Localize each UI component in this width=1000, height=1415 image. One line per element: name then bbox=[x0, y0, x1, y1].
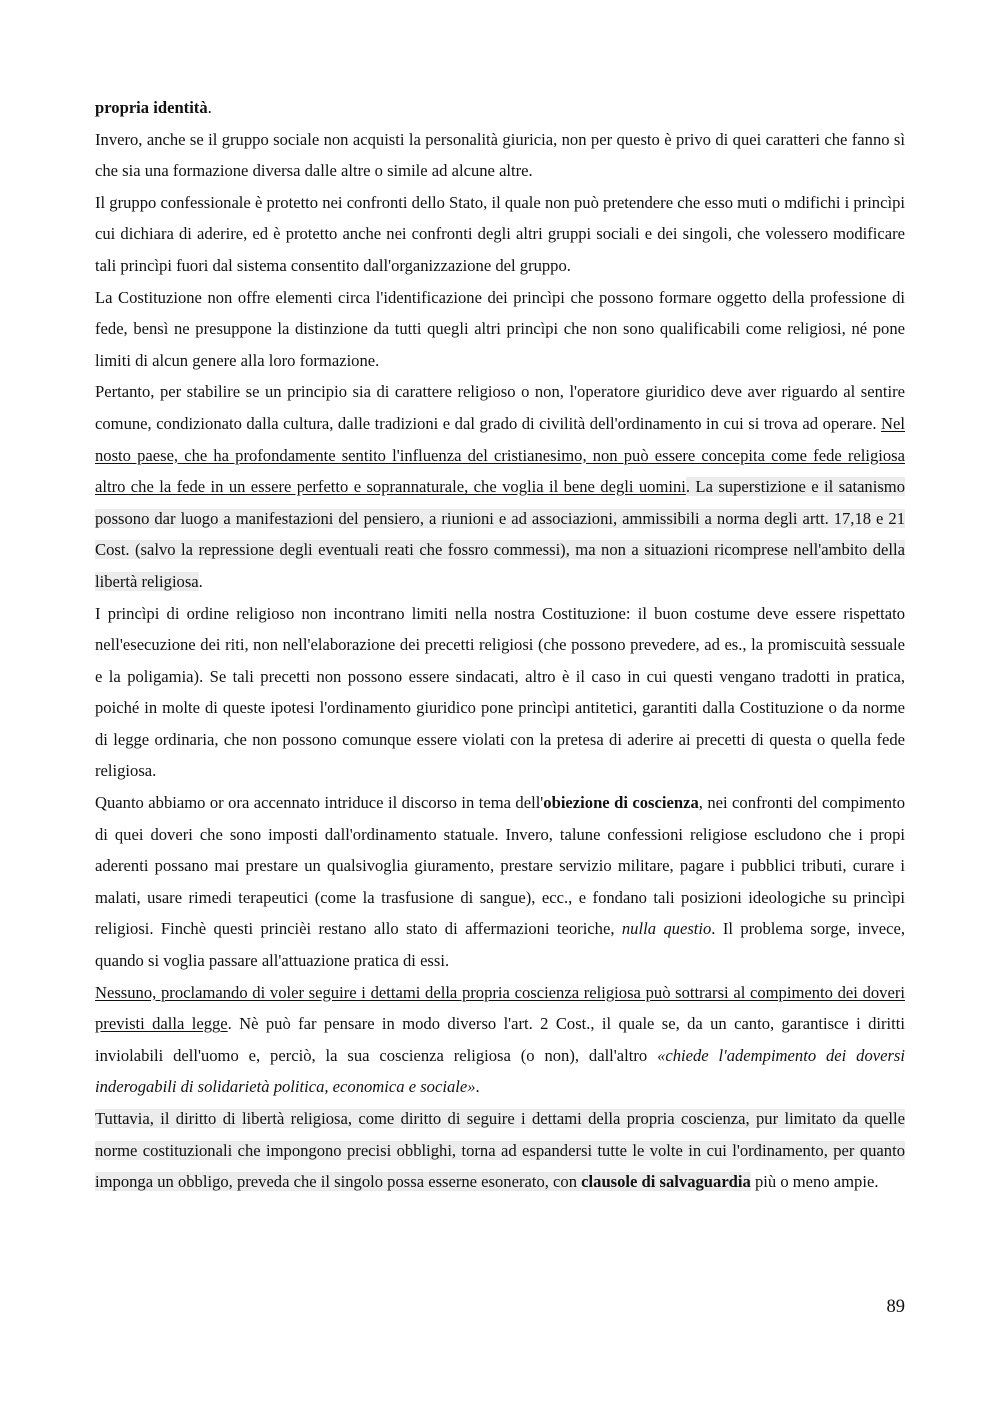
paragraph-2: Invero, anche se il gruppo sociale non acquisti la personalità giuricia, non per questo è privo di quei caratteri che fanno sì che sia una formazione diversa dalle altre o simile ad alcune altre. bbox=[95, 129, 905, 181]
paragraph-5-tail: . bbox=[198, 571, 203, 591]
paragraph-9-tail: più o meno ampie. bbox=[750, 1172, 879, 1192]
paragraph-8-tail: . bbox=[475, 1077, 480, 1097]
paragraph-8-middle: . Nè può far pensare in modo diverso l'art. 2 Cost., il quale se, da un canto, garantisce i diritti inviolabili dell'uomo e, perciò, la sua coscienza religiosa (o non), dall'altro bbox=[95, 1014, 905, 1065]
paragraph-1 bbox=[95, 92, 905, 124]
paragraph-9 bbox=[95, 1103, 905, 1198]
paragraph-7-lead: Quanto abbiamo or ora accennato intriduce il discorso in tema dell' bbox=[95, 793, 544, 813]
bold-term-propria-identita: propria identità bbox=[95, 98, 208, 117]
italic-quote-art-2: «chiede l'adempimento dei doversi inderogabili di solidarietà politica, economica e sociale» bbox=[95, 1045, 905, 1097]
paragraph-9-lead: Tuttavia, il diritto di libertà religiosa, come diritto di seguire i dettami della propria coscienza, pur limitato da quelle norme costituzionali che impongono precisi obblighi, torna ad espandersi tutte le volte in cui l'ordinamento, per quanto imponga un obbligo, preveda che il singolo possa esserne esonerato, con bbox=[95, 1109, 905, 1192]
paragraph-5 bbox=[95, 376, 905, 597]
paragraph-7 bbox=[95, 787, 905, 977]
paragraph-7-tail: . Il problema sorge, invece, quando si voglia passare all'attuazione pratica di essi. bbox=[95, 919, 905, 971]
paragraph-7-middle: , nei confronti del compimento di quei doveri che sono imposti dall'ordinamento statuale. Invero, talune confessioni religiose escludono che i propi aderenti possano mai prestare un qualsivoglia giuramento, prestare servizio militare, pagare i pubblici tributi, curare i malati, usare rimedi terapeutici (come la trasfusione di sangue), ecc., e fondano tali posizioni ideologiche su princìpi religiosi. Finchè questi princièi restano allo stato di affermazioni teoriche, bbox=[95, 793, 905, 939]
paragraph-8 bbox=[95, 977, 905, 1103]
bold-term-obiezione-di-coscienza: obiezione di coscienza bbox=[543, 793, 699, 813]
bold-term-clausole-di-salvaguardia: clausole di salvaguardia bbox=[581, 1172, 751, 1192]
underlined-passage-nessuno: Nessuno, proclamando di voler seguire i dettami della propria coscienza religiosa può sottrarsi al compimento dei doveri previsti dalla legge bbox=[95, 982, 905, 1034]
paragraph-1-tail: . bbox=[207, 98, 212, 117]
paragraph-4: La Costituzione non offre elementi circa l'identificazione dei princìpi che possono formare oggetto della professione di fede, bensì ne presuppone la distinzione da tutti quegli altri princìpi che non sono qualificabili come religiosi, né pone limiti di alcun genere alla loro formazione. bbox=[95, 287, 905, 370]
page-body bbox=[95, 92, 905, 1198]
underlined-passage-christianity: Nel nosto paese, che ha profondamente sentito l'influenza del cristianesimo, non può essere concepita come fede religiosa altro che la fede in un essere perfetto e soprannaturale, che voglia il bene degli uomini bbox=[95, 413, 905, 497]
page-number: 89 bbox=[886, 1297, 905, 1317]
italic-term-nulla-questio: nulla questio bbox=[621, 919, 712, 939]
paragraph-6: I princìpi di ordine religioso non incontrano limiti nella nostra Costituzione: il buon costume deve essere rispettato nell'esecuzione dei riti, non nell'elaborazione dei precetti religiosi (che possono prevedere, ad es., la promiscuità sessuale e la poligamia). Se tali precetti non possono essere sindacati, altro è il caso in cui questi vengano tradotti in pratica, poiché in molte di queste ipotesi l'ordinamento giuridico pone princìpi antitetici, garantiti dalla Costituzione o da norme di legge ordinaria, che non possono comunque essere violati con la pretesa di aderire ai precetti di questa o quella fede religiosa. bbox=[95, 603, 905, 781]
highlighted-passage-superstition: . La superstizione e il satanismo possono dar luogo a manifestazioni del pensiero, a riunioni e ad associazioni, ammissibili a norma degli artt. 17,18 e 21 Cost. (salvo la repressione degli eventuali reati che fossro commessi), ma non a situazioni ricomprese nell'ambito della libertà religiosa bbox=[95, 477, 905, 591]
paragraph-3: Il gruppo confessionale è protetto nei confronti dello Stato, il quale non può pretendere che esso muti o mdifichi i princìpi cui dichiara di aderire, ed è protetto anche nei confronti degli altri gruppi sociali e dei singoli, che volessero modificare tali princìpi fuori dal sistema consentito dall'organizzazione del gruppo. bbox=[95, 192, 905, 275]
paragraph-5-lead: Pertanto, per stabilire se un principio sia di carattere religioso o non, l'operatore giuridico deve aver riguardo al sentire comune, condizionato dalla cultura, dalle tradizioni e dal grado di civilità dell'ordinamento in cui si trova ad operare. bbox=[95, 382, 905, 433]
